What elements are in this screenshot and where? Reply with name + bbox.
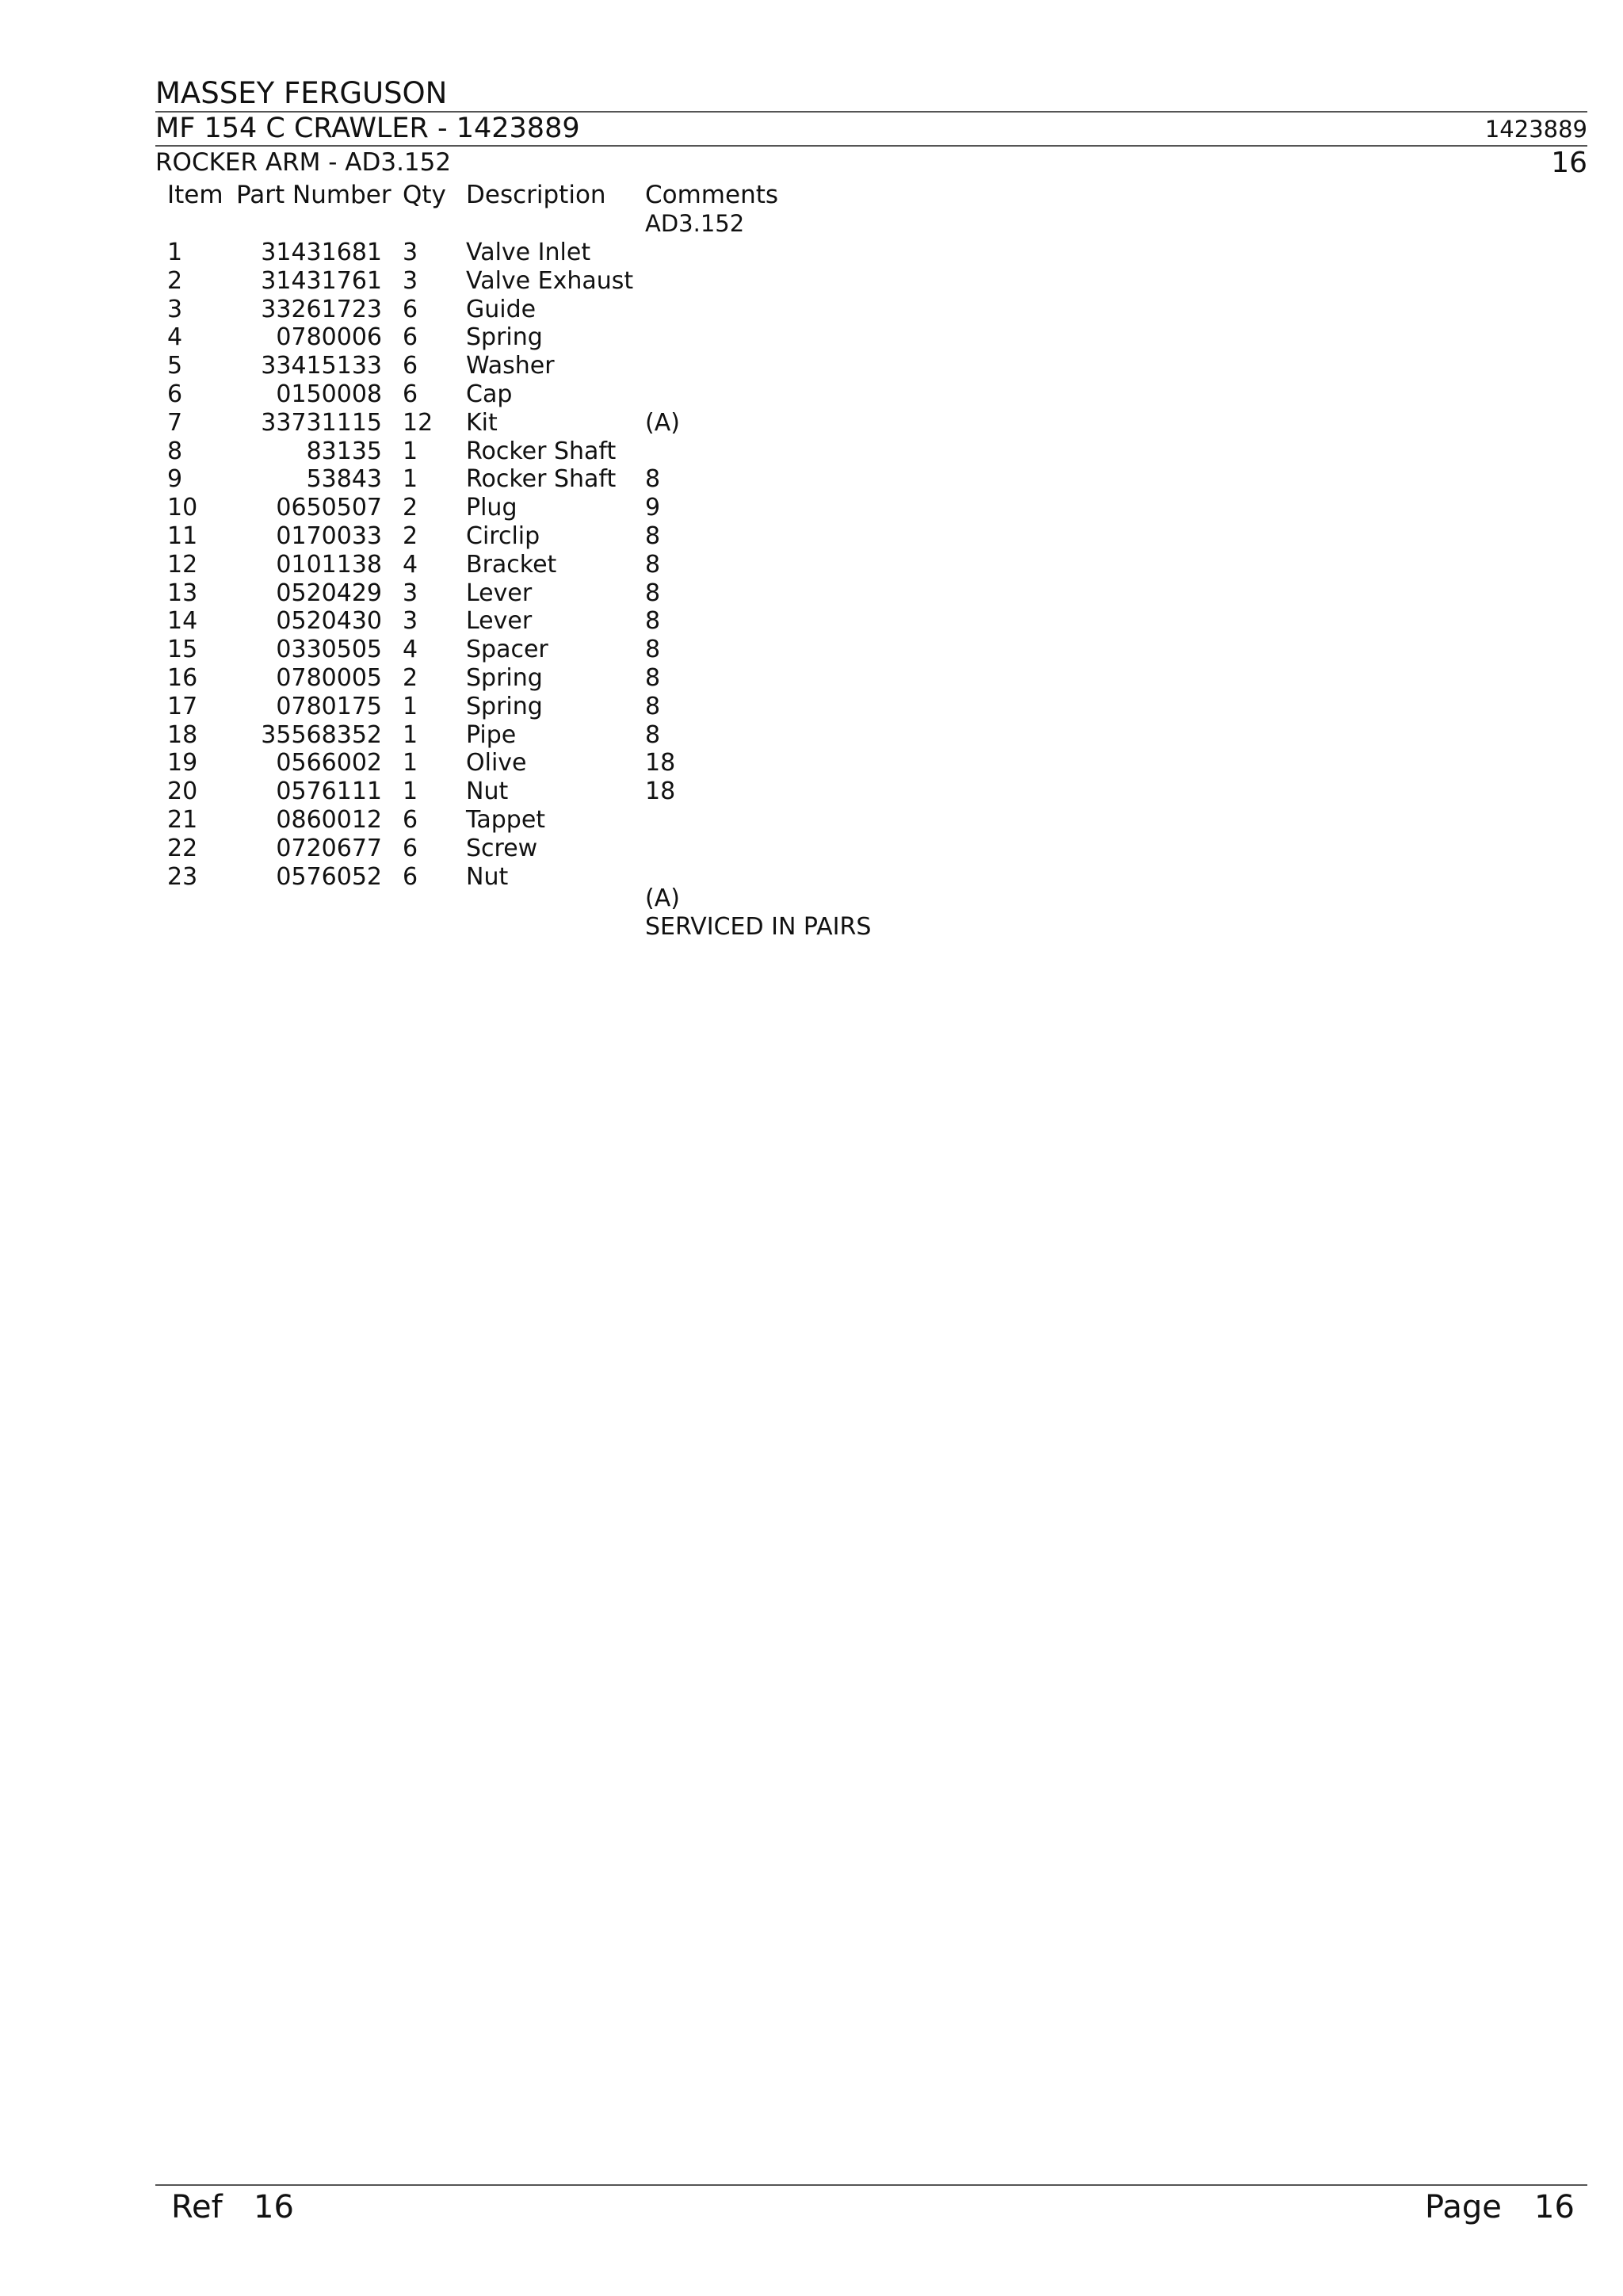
- cell-qty: 3: [403, 607, 418, 635]
- cell-item: 1: [167, 239, 183, 266]
- cell-item: 7: [167, 409, 183, 437]
- cell-description: Nut: [466, 863, 509, 891]
- cell-part-number: 0650507: [276, 494, 382, 521]
- cell-comment: 9: [645, 494, 661, 521]
- cell-description: Kit: [466, 409, 498, 437]
- table-row: [0, 721, 1623, 750]
- cell-description: Cap: [466, 380, 513, 408]
- footer-ref-value: 16: [254, 2189, 294, 2225]
- cell-comment: 8: [645, 522, 661, 550]
- cell-qty: 6: [403, 323, 418, 351]
- cell-qty: 12: [403, 409, 433, 437]
- cell-comment: 18: [645, 777, 676, 805]
- note-key: (A): [645, 884, 680, 912]
- cell-part-number: 0170033: [276, 522, 382, 550]
- table-row: [0, 551, 1623, 579]
- cell-item: 22: [167, 835, 198, 862]
- cell-part-number: 0576052: [276, 863, 382, 891]
- section-title: ROCKER ARM - AD3.152: [155, 148, 452, 177]
- cell-qty: 3: [403, 579, 418, 607]
- cell-item: 21: [167, 806, 198, 834]
- cell-qty: 1: [403, 437, 418, 465]
- cell-part-number: 0780175: [276, 693, 382, 720]
- cell-part-number: 0520429: [276, 579, 382, 607]
- cell-qty: 6: [403, 380, 418, 408]
- cell-part-number: 31431681: [261, 239, 382, 266]
- section-page-number: 16: [1551, 147, 1587, 179]
- table-row: [0, 409, 1623, 437]
- cell-description: Lever: [466, 579, 533, 607]
- cell-qty: 2: [403, 494, 418, 521]
- cell-part-number: 83135: [306, 437, 382, 465]
- cell-qty: 3: [403, 267, 418, 295]
- cell-item: 16: [167, 664, 198, 692]
- model-title: MF 154 C CRAWLER - 1423889: [155, 113, 580, 144]
- table-row: [0, 352, 1623, 380]
- cell-part-number: 33261723: [261, 296, 382, 323]
- table-row: [0, 863, 1623, 892]
- cell-part-number: 0566002: [276, 749, 382, 777]
- cell-qty: 2: [403, 664, 418, 692]
- cell-part-number: 53843: [306, 465, 382, 493]
- cell-description: Spacer: [466, 636, 548, 663]
- cell-part-number: 0576111: [276, 777, 382, 805]
- cell-description: Tappet: [466, 806, 546, 834]
- cell-description: Rocker Shaft: [466, 437, 617, 465]
- cell-description: Plug: [466, 494, 517, 521]
- cell-part-number: 33415133: [261, 352, 382, 380]
- column-header-description: Description: [466, 181, 606, 209]
- cell-qty: 6: [403, 835, 418, 862]
- table-row: [0, 579, 1623, 608]
- cell-comment: 8: [645, 664, 661, 692]
- cell-item: 15: [167, 636, 198, 663]
- column-header-part-number: Part Number: [236, 181, 391, 209]
- cell-part-number: 0720677: [276, 835, 382, 862]
- column-header-comments-model: AD3.152: [645, 210, 745, 237]
- column-header-item: Item: [167, 181, 223, 209]
- footer-page-label: Page: [1425, 2189, 1502, 2225]
- footer-divider: [155, 2184, 1587, 2186]
- cell-item: 17: [167, 693, 198, 720]
- table-row: [0, 806, 1623, 835]
- cell-comment: 8: [645, 721, 661, 749]
- cell-qty: 6: [403, 806, 418, 834]
- table-row: [0, 835, 1623, 863]
- cell-qty: 1: [403, 721, 418, 749]
- cell-description: Lever: [466, 607, 533, 635]
- cell-description: Nut: [466, 777, 509, 805]
- cell-part-number: 0860012: [276, 806, 382, 834]
- cell-part-number: 35568352: [261, 721, 382, 749]
- cell-description: Guide: [466, 296, 537, 323]
- cell-description: Washer: [466, 352, 555, 380]
- header-divider-bottom: [155, 145, 1587, 147]
- cell-comment: (A): [645, 409, 680, 437]
- cell-description: Bracket: [466, 551, 557, 579]
- table-row: [0, 777, 1623, 806]
- table-row: [0, 494, 1623, 522]
- cell-item: 6: [167, 380, 183, 408]
- cell-qty: 1: [403, 749, 418, 777]
- cell-item: 12: [167, 551, 198, 579]
- cell-item: 2: [167, 267, 183, 295]
- table-row: [0, 465, 1623, 494]
- cell-item: 8: [167, 437, 183, 465]
- cell-description: Circlip: [466, 522, 540, 550]
- table-row: [0, 437, 1623, 466]
- cell-comment: 8: [645, 636, 661, 663]
- table-row: [0, 664, 1623, 693]
- cell-item: 10: [167, 494, 198, 521]
- cell-comment: 8: [645, 551, 661, 579]
- cell-qty: 1: [403, 465, 418, 493]
- cell-description: Pipe: [466, 721, 517, 749]
- cell-item: 11: [167, 522, 198, 550]
- cell-description: Valve Inlet: [466, 239, 591, 266]
- footer-ref-label: Ref: [171, 2189, 223, 2225]
- cell-qty: 6: [403, 296, 418, 323]
- cell-description: Valve Exhaust: [466, 267, 634, 295]
- cell-item: 18: [167, 721, 198, 749]
- cell-qty: 6: [403, 352, 418, 380]
- table-row: [0, 607, 1623, 636]
- cell-item: 13: [167, 579, 198, 607]
- cell-item: 20: [167, 777, 198, 805]
- cell-part-number: 0780005: [276, 664, 382, 692]
- cell-qty: 3: [403, 239, 418, 266]
- cell-part-number: 0150008: [276, 380, 382, 408]
- cell-comment: 8: [645, 693, 661, 720]
- cell-description: Screw: [466, 835, 538, 862]
- cell-item: 5: [167, 352, 183, 380]
- cell-qty: 4: [403, 636, 418, 663]
- cell-item: 14: [167, 607, 198, 635]
- table-row: [0, 749, 1623, 777]
- model-number: 1423889: [1484, 116, 1587, 143]
- table-row: [0, 636, 1623, 664]
- cell-item: 19: [167, 749, 198, 777]
- table-row: [0, 380, 1623, 409]
- cell-item: 4: [167, 323, 183, 351]
- cell-part-number: 0520430: [276, 607, 382, 635]
- column-header-qty: Qty: [403, 181, 446, 209]
- cell-part-number: 33731115: [261, 409, 382, 437]
- table-row: [0, 239, 1623, 267]
- cell-description: Olive: [466, 749, 527, 777]
- cell-description: Spring: [466, 693, 543, 720]
- table-row: [0, 693, 1623, 721]
- cell-description: Rocker Shaft: [466, 465, 617, 493]
- cell-description: Spring: [466, 664, 543, 692]
- cell-comment: 8: [645, 579, 661, 607]
- cell-description: Spring: [466, 323, 543, 351]
- cell-qty: 1: [403, 693, 418, 720]
- cell-comment: 18: [645, 749, 676, 777]
- cell-part-number: 0101138: [276, 551, 382, 579]
- cell-qty: 6: [403, 863, 418, 891]
- cell-qty: 1: [403, 777, 418, 805]
- cell-comment: 8: [645, 607, 661, 635]
- cell-part-number: 31431761: [261, 267, 382, 295]
- footer-page-value: 16: [1534, 2189, 1575, 2225]
- note-text: SERVICED IN PAIRS: [645, 913, 872, 941]
- brand-name: MASSEY FERGUSON: [155, 76, 448, 110]
- table-row: [0, 522, 1623, 551]
- cell-item: 9: [167, 465, 183, 493]
- cell-item: 3: [167, 296, 183, 323]
- cell-comment: 8: [645, 465, 661, 493]
- table-row: [0, 267, 1623, 296]
- cell-part-number: 0780006: [276, 323, 382, 351]
- column-header-comments: Comments: [645, 181, 779, 209]
- table-row: [0, 323, 1623, 352]
- table-row: [0, 296, 1623, 324]
- cell-part-number: 0330505: [276, 636, 382, 663]
- cell-qty: 4: [403, 551, 418, 579]
- cell-qty: 2: [403, 522, 418, 550]
- cell-item: 23: [167, 863, 198, 891]
